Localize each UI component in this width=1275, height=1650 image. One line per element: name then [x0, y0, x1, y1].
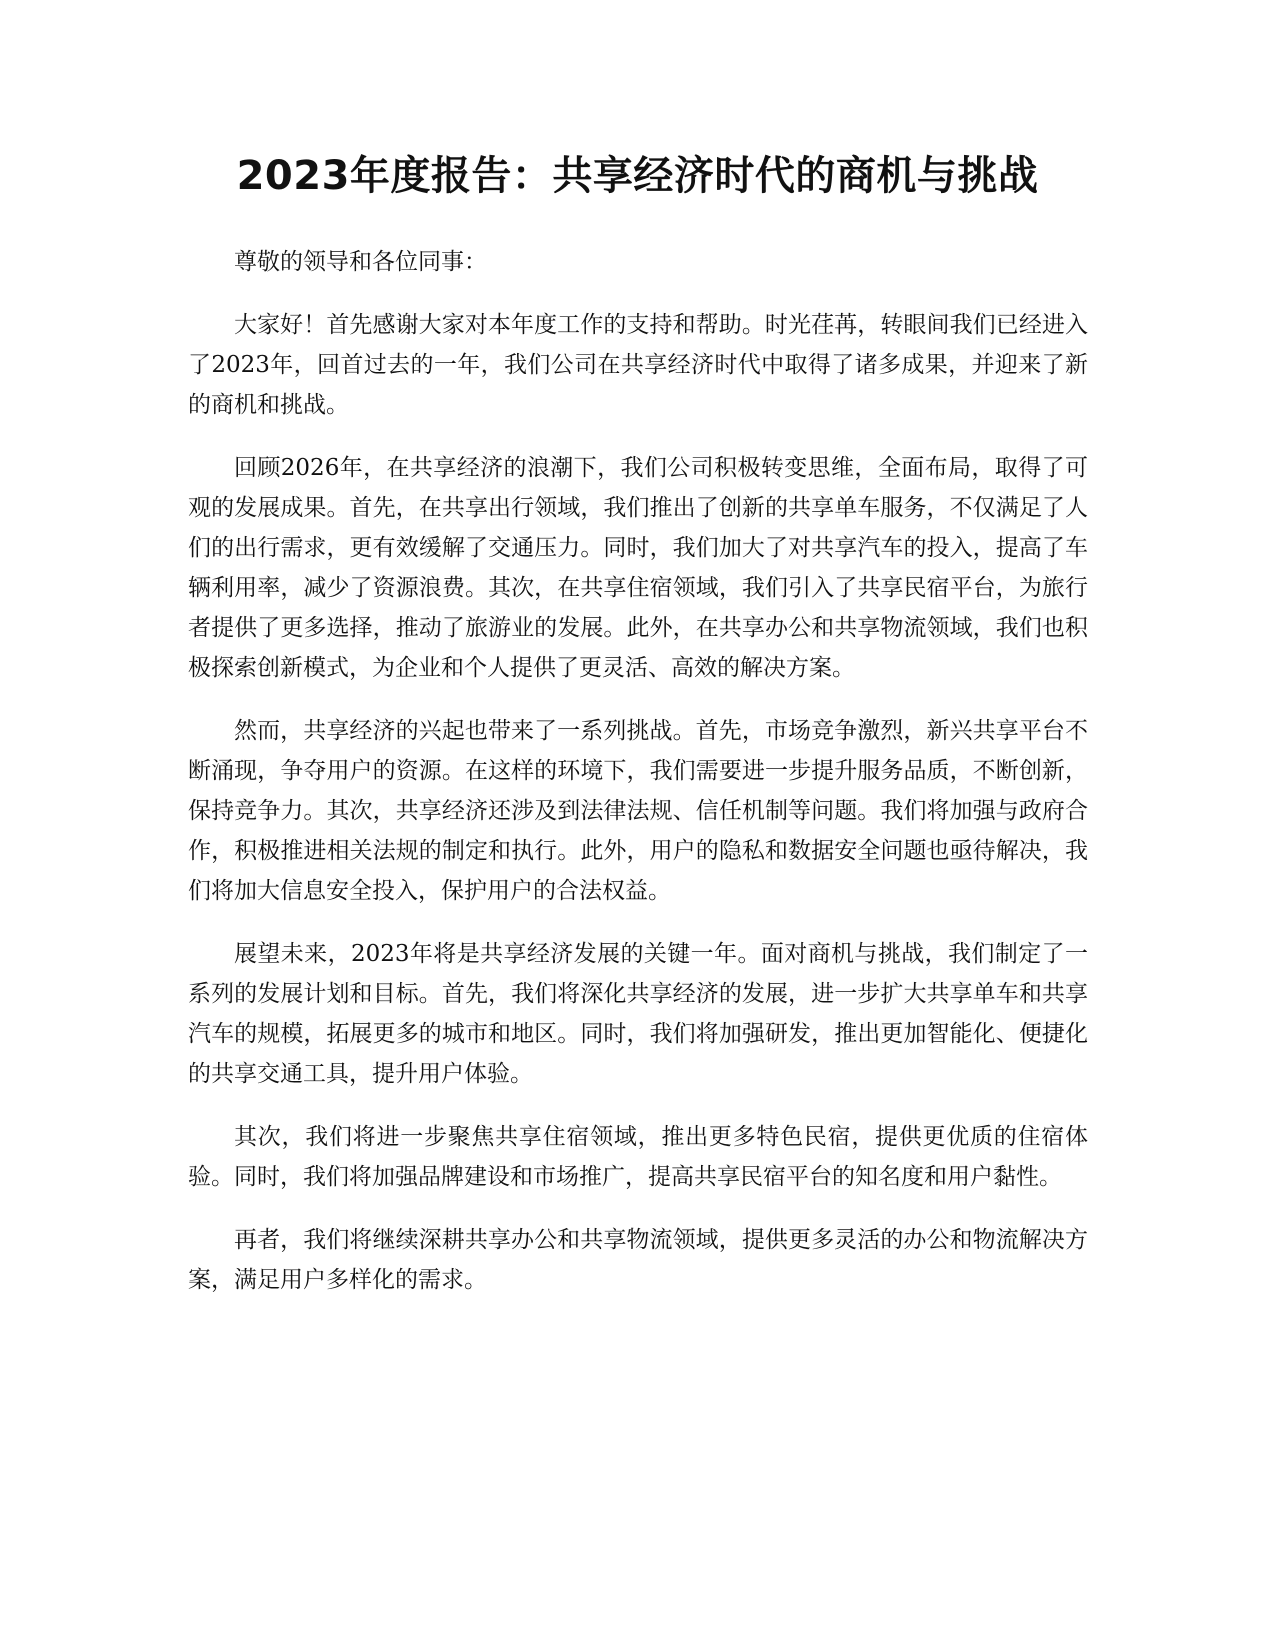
paragraph-salutation: 尊敬的领导和各位同事：: [234, 249, 487, 275]
paragraph-office-logistics: 再者，我们将继续深耕共享办公和共享物流领域，提供更多灵活的办公和物流解决方案，满足用户多样化的需求。: [188, 1227, 1088, 1293]
paragraph-greeting: 大家好！首先感谢大家对本年度工作的支持和帮助。时光荏苒，转眼间我们已经进入了2023年，回首过去的一年，我们公司在共享经济时代中取得了诸多成果，并迎来了新的商机和挑战。: [188, 312, 1088, 418]
paragraph-review: 回顾2026年，在共享经济的浪潮下，我们公司积极转变思维，全面布局，取得了可观的发展成果。首先，在共享出行领域，我们推出了创新的共享单车服务，不仅满足了人们的出行需求，更有效缓解了交通压力。同时，我们加大了对共享汽车的投入，提高了车辆利用率，减少了资源浪费。其次，在共享住宿领域，我们引入了共享民宿平台，为旅行者提供了更多选择，推动了旅游业的发展。此外，在共享办公和共享物流领域，我们也积极探索创新模式，为企业和个人提供了更灵活、高效的解决方案。: [188, 455, 1088, 681]
paragraph-challenges: 然而，共享经济的兴起也带来了一系列挑战。首先，市场竞争激烈，新兴共享平台不断涌现，争夺用户的资源。在这样的环境下，我们需要进一步提升服务品质，不断创新，保持竞争力。其次，共享经济还涉及到法律法规、信任机制等问题。我们将加强与政府合作，积极推进相关法规的制定和执行。此外，用户的隐私和数据安全问题也亟待解决，我们将加大信息安全投入，保护用户的合法权益。: [188, 718, 1088, 904]
document-title: 2023年度报告：共享经济时代的商机与挑战: [236, 153, 1039, 199]
paragraph-accommodation: 其次，我们将进一步聚焦共享住宿领域，推出更多特色民宿，提供更优质的住宿体验。同时，我们将加强品牌建设和市场推广，提高共享民宿平台的知名度和用户黏性。: [188, 1124, 1088, 1190]
document-body: [188, 242, 1088, 1323]
paragraph-outlook: 展望未来，2023年将是共享经济发展的关键一年。面对商机与挑战，我们制定了一系列的发展计划和目标。首先，我们将深化共享经济的发展，进一步扩大共享单车和共享汽车的规模，拓展更多的城市和地区。同时，我们将加强研发，推出更加智能化、便捷化的共享交通工具，提升用户体验。: [188, 941, 1088, 1087]
